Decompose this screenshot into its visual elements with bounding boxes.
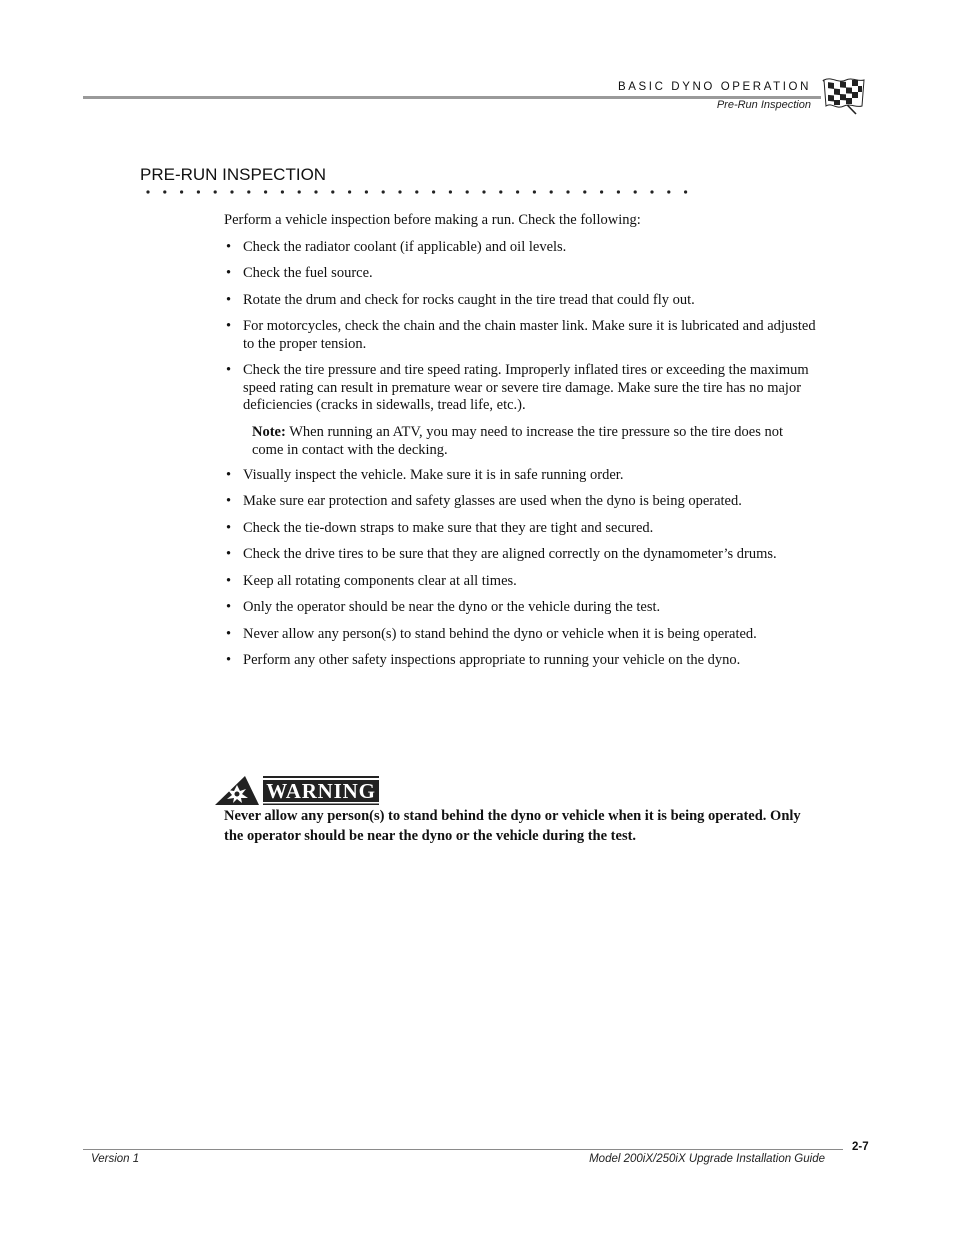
note-text: When running an ATV, you may need to increase the tire pressure so the tire does not come in contact with the decking. xyxy=(252,423,783,458)
checklist-a xyxy=(224,239,816,415)
rule-dot xyxy=(449,190,452,193)
rule-dot xyxy=(466,190,469,193)
list-item: • Check the tie-down straps to make sure that they are tight and secured. xyxy=(226,519,654,536)
rule-dot xyxy=(298,190,301,193)
rule-dot xyxy=(600,190,603,193)
list-item: • Check the fuel source. xyxy=(226,265,373,281)
rule-dot xyxy=(634,190,637,193)
rule-dot xyxy=(247,190,250,193)
rule-dot xyxy=(583,190,586,193)
checklist-b xyxy=(224,467,816,670)
footer-version: Version 1 xyxy=(91,1153,140,1165)
rule-dot xyxy=(230,190,233,193)
rule-dot xyxy=(482,190,485,193)
rule-dot xyxy=(281,190,284,193)
rule-dot xyxy=(180,190,183,193)
rule-dot xyxy=(331,190,334,193)
list-item: • Visually inspect the vehicle. Make sure it is in safe running order. xyxy=(226,466,624,483)
rule-dot xyxy=(146,190,149,193)
rule-dot xyxy=(550,190,553,193)
warning-block xyxy=(215,774,815,846)
rule-dot xyxy=(650,190,653,193)
checkered-flag-icon xyxy=(820,76,866,116)
rule-dot xyxy=(197,190,200,193)
rule-dot xyxy=(214,190,217,193)
footer-guide-title: Model 200iX/250iX Upgrade Installation Guide xyxy=(589,1153,825,1165)
rule-dot xyxy=(398,190,401,193)
rule-dot xyxy=(617,190,620,193)
rule-dot xyxy=(314,190,317,193)
list-item: • Perform any other safety inspections appropriate to running your vehicle on the dyno. xyxy=(226,652,741,668)
rule-dot xyxy=(382,190,385,193)
page-title: PRE-RUN INSPECTION xyxy=(140,165,327,184)
rule-dot xyxy=(667,190,670,193)
chapter-title: BASIC DYNO OPERATION xyxy=(617,81,811,93)
list-item: • Only the operator should be near the dyno or the vehicle during the test. xyxy=(226,599,661,615)
list-item: • Rotate the drum and check for rocks caught in the tire tread that could fly out. xyxy=(226,291,695,308)
list-item: • Keep all rotating components clear at all times. xyxy=(226,572,517,589)
list-item: • Never allow any person(s) to stand behind the dyno or vehicle when it is being operated. xyxy=(226,625,757,642)
list-item: • For motorcycles, check the chain and the chain master link. Make sure it is lubricated and adjusted to the proper tension. xyxy=(226,318,816,352)
list-item: • Check the drive tires to be sure that they are aligned correctly on the dynamometer’s drums. xyxy=(226,546,777,562)
note-paragraph xyxy=(252,423,816,460)
body-content xyxy=(224,212,816,679)
rule-dot xyxy=(533,190,536,193)
intro-paragraph: Perform a vehicle inspection before making a run. Check the following: xyxy=(224,212,641,228)
warning-badge xyxy=(215,774,381,806)
list-item: • Check the radiator coolant (if applicable) and oil levels. xyxy=(226,238,567,255)
rule-dot xyxy=(365,190,368,193)
rule-dot xyxy=(432,190,435,193)
header-rule xyxy=(83,96,821,99)
list-item: • Make sure ear protection and safety glasses are used when the dyno is being operated. xyxy=(226,493,742,509)
warning-label: WARNING xyxy=(266,779,376,803)
rule-dot xyxy=(499,190,502,193)
section-subtitle: Pre-Run Inspection xyxy=(716,99,811,111)
note-label: Note: xyxy=(252,423,286,440)
rule-dot xyxy=(516,190,519,193)
list-item: • Check the tire pressure and tire speed rating. Improperly inflated tires or exceeding the maximum speed rating can result in premature wear or severe tire damage. Make sure the tire has no major deficiencies (cracks in sidewalls, tread life, etc.). xyxy=(226,362,809,413)
rule-dot xyxy=(684,190,687,193)
dotted-rule xyxy=(144,189,689,195)
footer-rule xyxy=(83,1149,843,1150)
rule-dot xyxy=(264,190,267,193)
rule-dot xyxy=(163,190,166,193)
warning-text: Never allow any person(s) to stand behind the dyno or vehicle when it is being operated. Only the operator should be near the dyno or the vehicle during the test. xyxy=(224,808,801,844)
rule-dot xyxy=(415,190,418,193)
page-number: 2-7 xyxy=(852,1141,869,1153)
rule-dot xyxy=(566,190,569,193)
rule-dot xyxy=(348,190,351,193)
